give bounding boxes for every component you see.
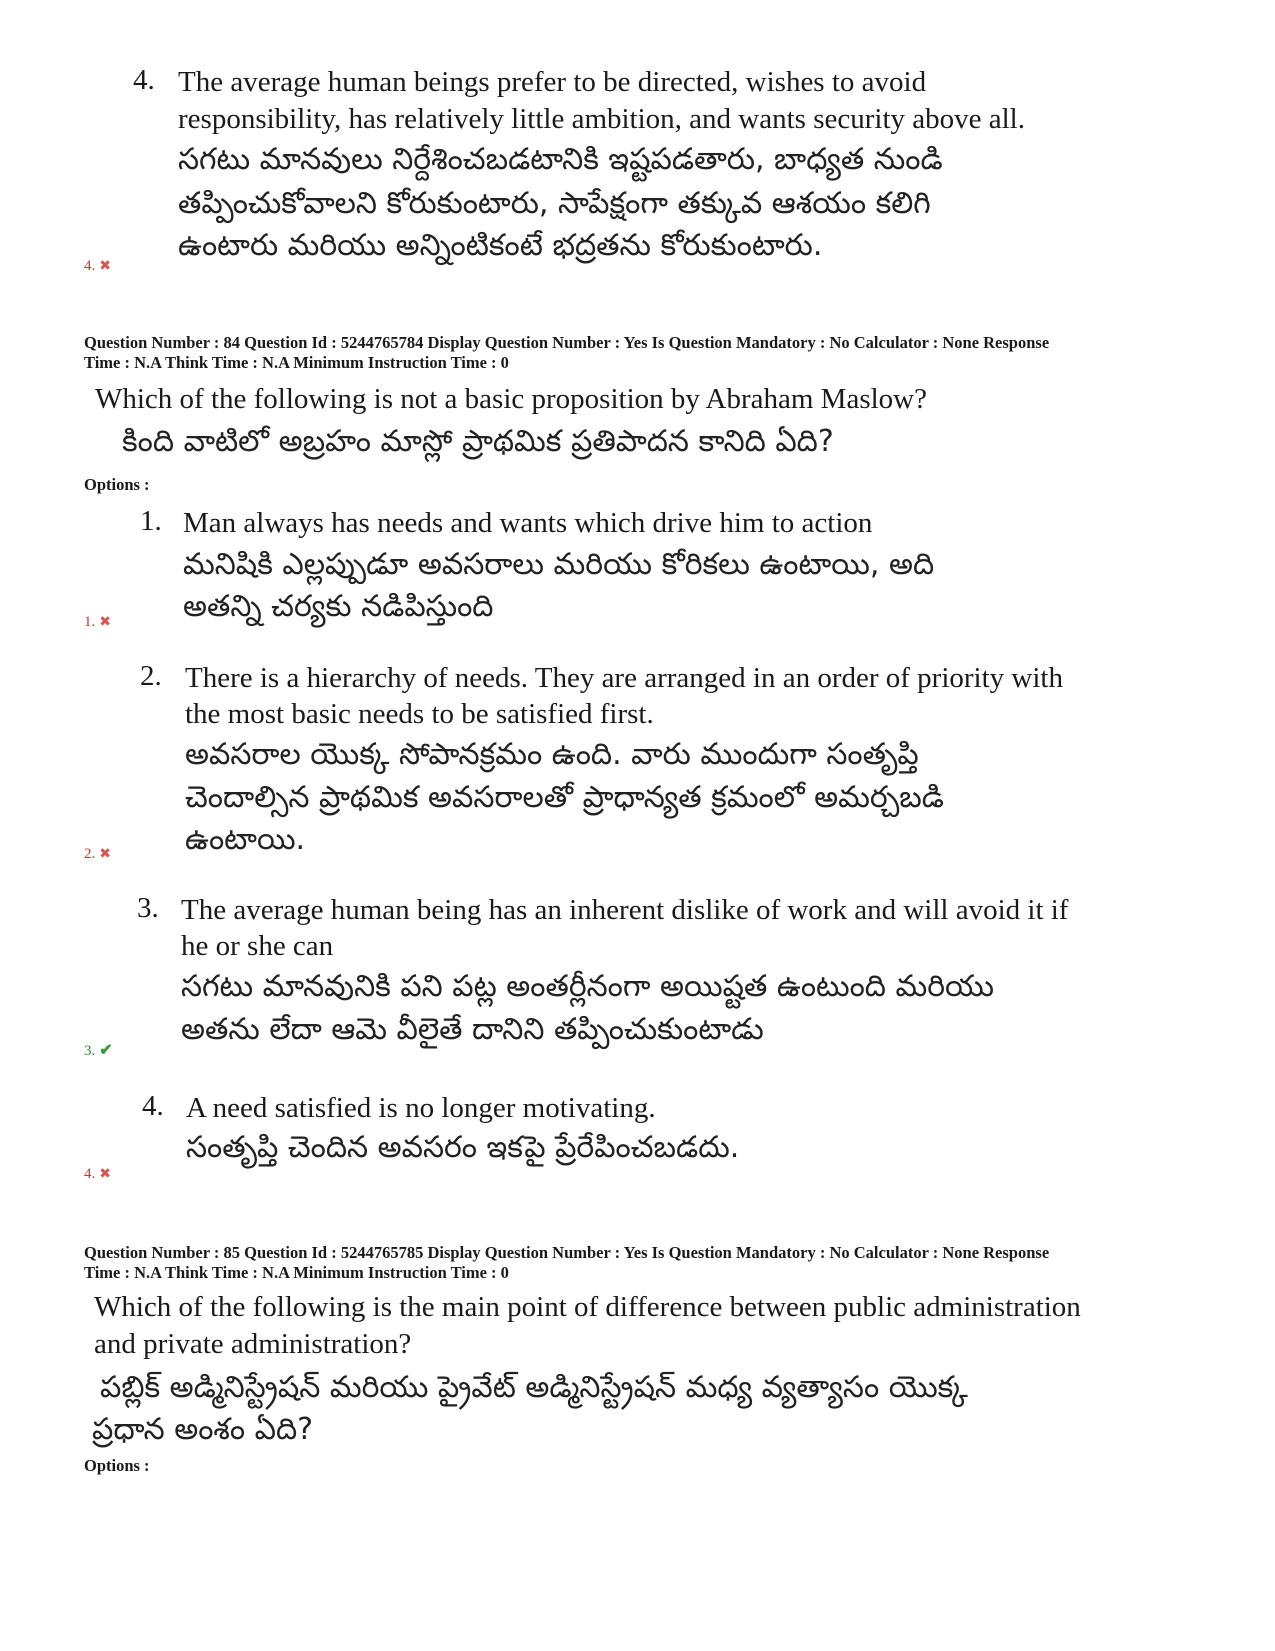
option-text-te: సగటు మానవులు నిర్దేశించబడటానికి ఇష్టపడతారు, బాధ్యత నుండి [178,142,943,177]
option-number: 3. [137,892,159,924]
option-text-te: సంతృప్తి చెందిన అవసరం ఇకపై ప్రేరేపించబడదు. [186,1130,740,1165]
option-text-en: A need satisfied is no longer motivating. [186,1092,656,1124]
wrong-icon: ✖ [99,615,111,630]
option-number: 4. [133,64,155,96]
question-meta: Time : N.A Think Time : N.A Minimum Instruction Time : 0 [84,353,509,372]
answer-mark-label: 4. [84,1166,96,1182]
question-meta: Time : N.A Think Time : N.A Minimum Instruction Time : 0 [84,1263,509,1282]
question-text-en: Which of the following is the main point of difference between public administration [94,1291,1081,1323]
option-text-te: అవసరాల యొక్క సోపానక్రమం ఉంది. వారు ముందుగా సంతృప్తి [185,737,919,772]
wrong-icon: ✖ [99,1167,111,1182]
option-text-te: తప్పించుకోవాలని కోరుకుంటారు, సాపేక్షంగా తక్కువ ఆశయం కలిగి [178,186,931,221]
option-text-te: ఉంటాయి. [185,822,306,857]
option-number: 2. [140,660,162,692]
option-text-en: The average human being has an inherent dislike of work and will avoid it if [181,894,1069,926]
question-meta: Question Number : 85 Question Id : 5244765785 Display Question Number : Yes Is Question Mandatory : No Calculator : None Response [84,1243,1050,1262]
option-text-en: The average human beings prefer to be directed, wishes to avoid [178,66,927,98]
option-text-te: మనిషికి ఎల్లప్పుడూ అవసరాలు మరియు కోరికలు ఉంటాయి, అది [183,547,935,582]
wrong-icon: ✖ [99,259,111,274]
option-number: 4. [142,1090,164,1122]
answer-mark [84,1166,111,1183]
answer-mark-label: 3. [84,1043,96,1059]
options-label: Options : [84,1456,150,1475]
question-text-en: Which of the following is not a basic proposition by Abraham Maslow? [95,383,927,415]
option-text-te: అతను లేదా ఆమె వీలైతే దానిని తప్పించుకుంటాడు [181,1012,764,1047]
option-text-en: Man always has needs and wants which drive him to action [183,507,873,539]
option-text-te: అతన్ని చర్యకు నడిపిస్తుంది [183,589,494,624]
question-meta: Question Number : 84 Question Id : 5244765784 Display Question Number : Yes Is Question Mandatory : No Calculator : None Response [84,333,1050,352]
answer-mark [84,1040,113,1060]
question-text-te: ప్రధాన అంశం ఏది? [92,1412,314,1447]
option-text-en: There is a hierarchy of needs. They are arranged in an order of priority with [185,662,1063,694]
option-text-en: he or she can [181,930,334,962]
answer-mark [84,258,111,275]
answer-mark-label: 1. [84,614,96,630]
option-text-te: సగటు మానవునికి పని పట్ల అంతర్లీనంగా అయిష్టత ఉంటుంది మరియు [181,969,995,1004]
answer-mark-label: 4. [84,258,96,274]
answer-mark-label: 2. [84,846,96,862]
option-number: 1. [140,505,162,537]
option-text-en: the most basic needs to be satisfied first. [185,698,654,730]
option-text-te: చెందాల్సిన ప్రాథమిక అవసరాలతో ప్రాధాన్యత క్రమంలో అమర్చబడి [185,780,944,815]
options-label: Options : [84,475,150,494]
answer-mark [84,614,111,631]
question-text-te: కింది వాటిలో అబ్రహం మాస్లో ప్రాథమిక ప్రతిపాదన కానిది ఏది? [122,424,834,459]
option-text-en: responsibility, has relatively little ambition, and wants security above all. [178,103,1025,135]
question-text-te: పబ్లిక్ అడ్మినిస్ట్రేషన్ మరియు ప్రైవేట్ అడ్మినిస్ట్రేషన్ మధ్య వ్యత్యాసం యొక్క [100,1370,968,1405]
check-icon: ✔ [99,1042,113,1059]
answer-mark [84,846,111,863]
question-text-en: and private administration? [94,1328,412,1360]
wrong-icon: ✖ [99,847,111,862]
option-text-te: ఉంటారు మరియు అన్నింటికంటే భద్రతను కోరుకుంటారు. [178,228,823,263]
